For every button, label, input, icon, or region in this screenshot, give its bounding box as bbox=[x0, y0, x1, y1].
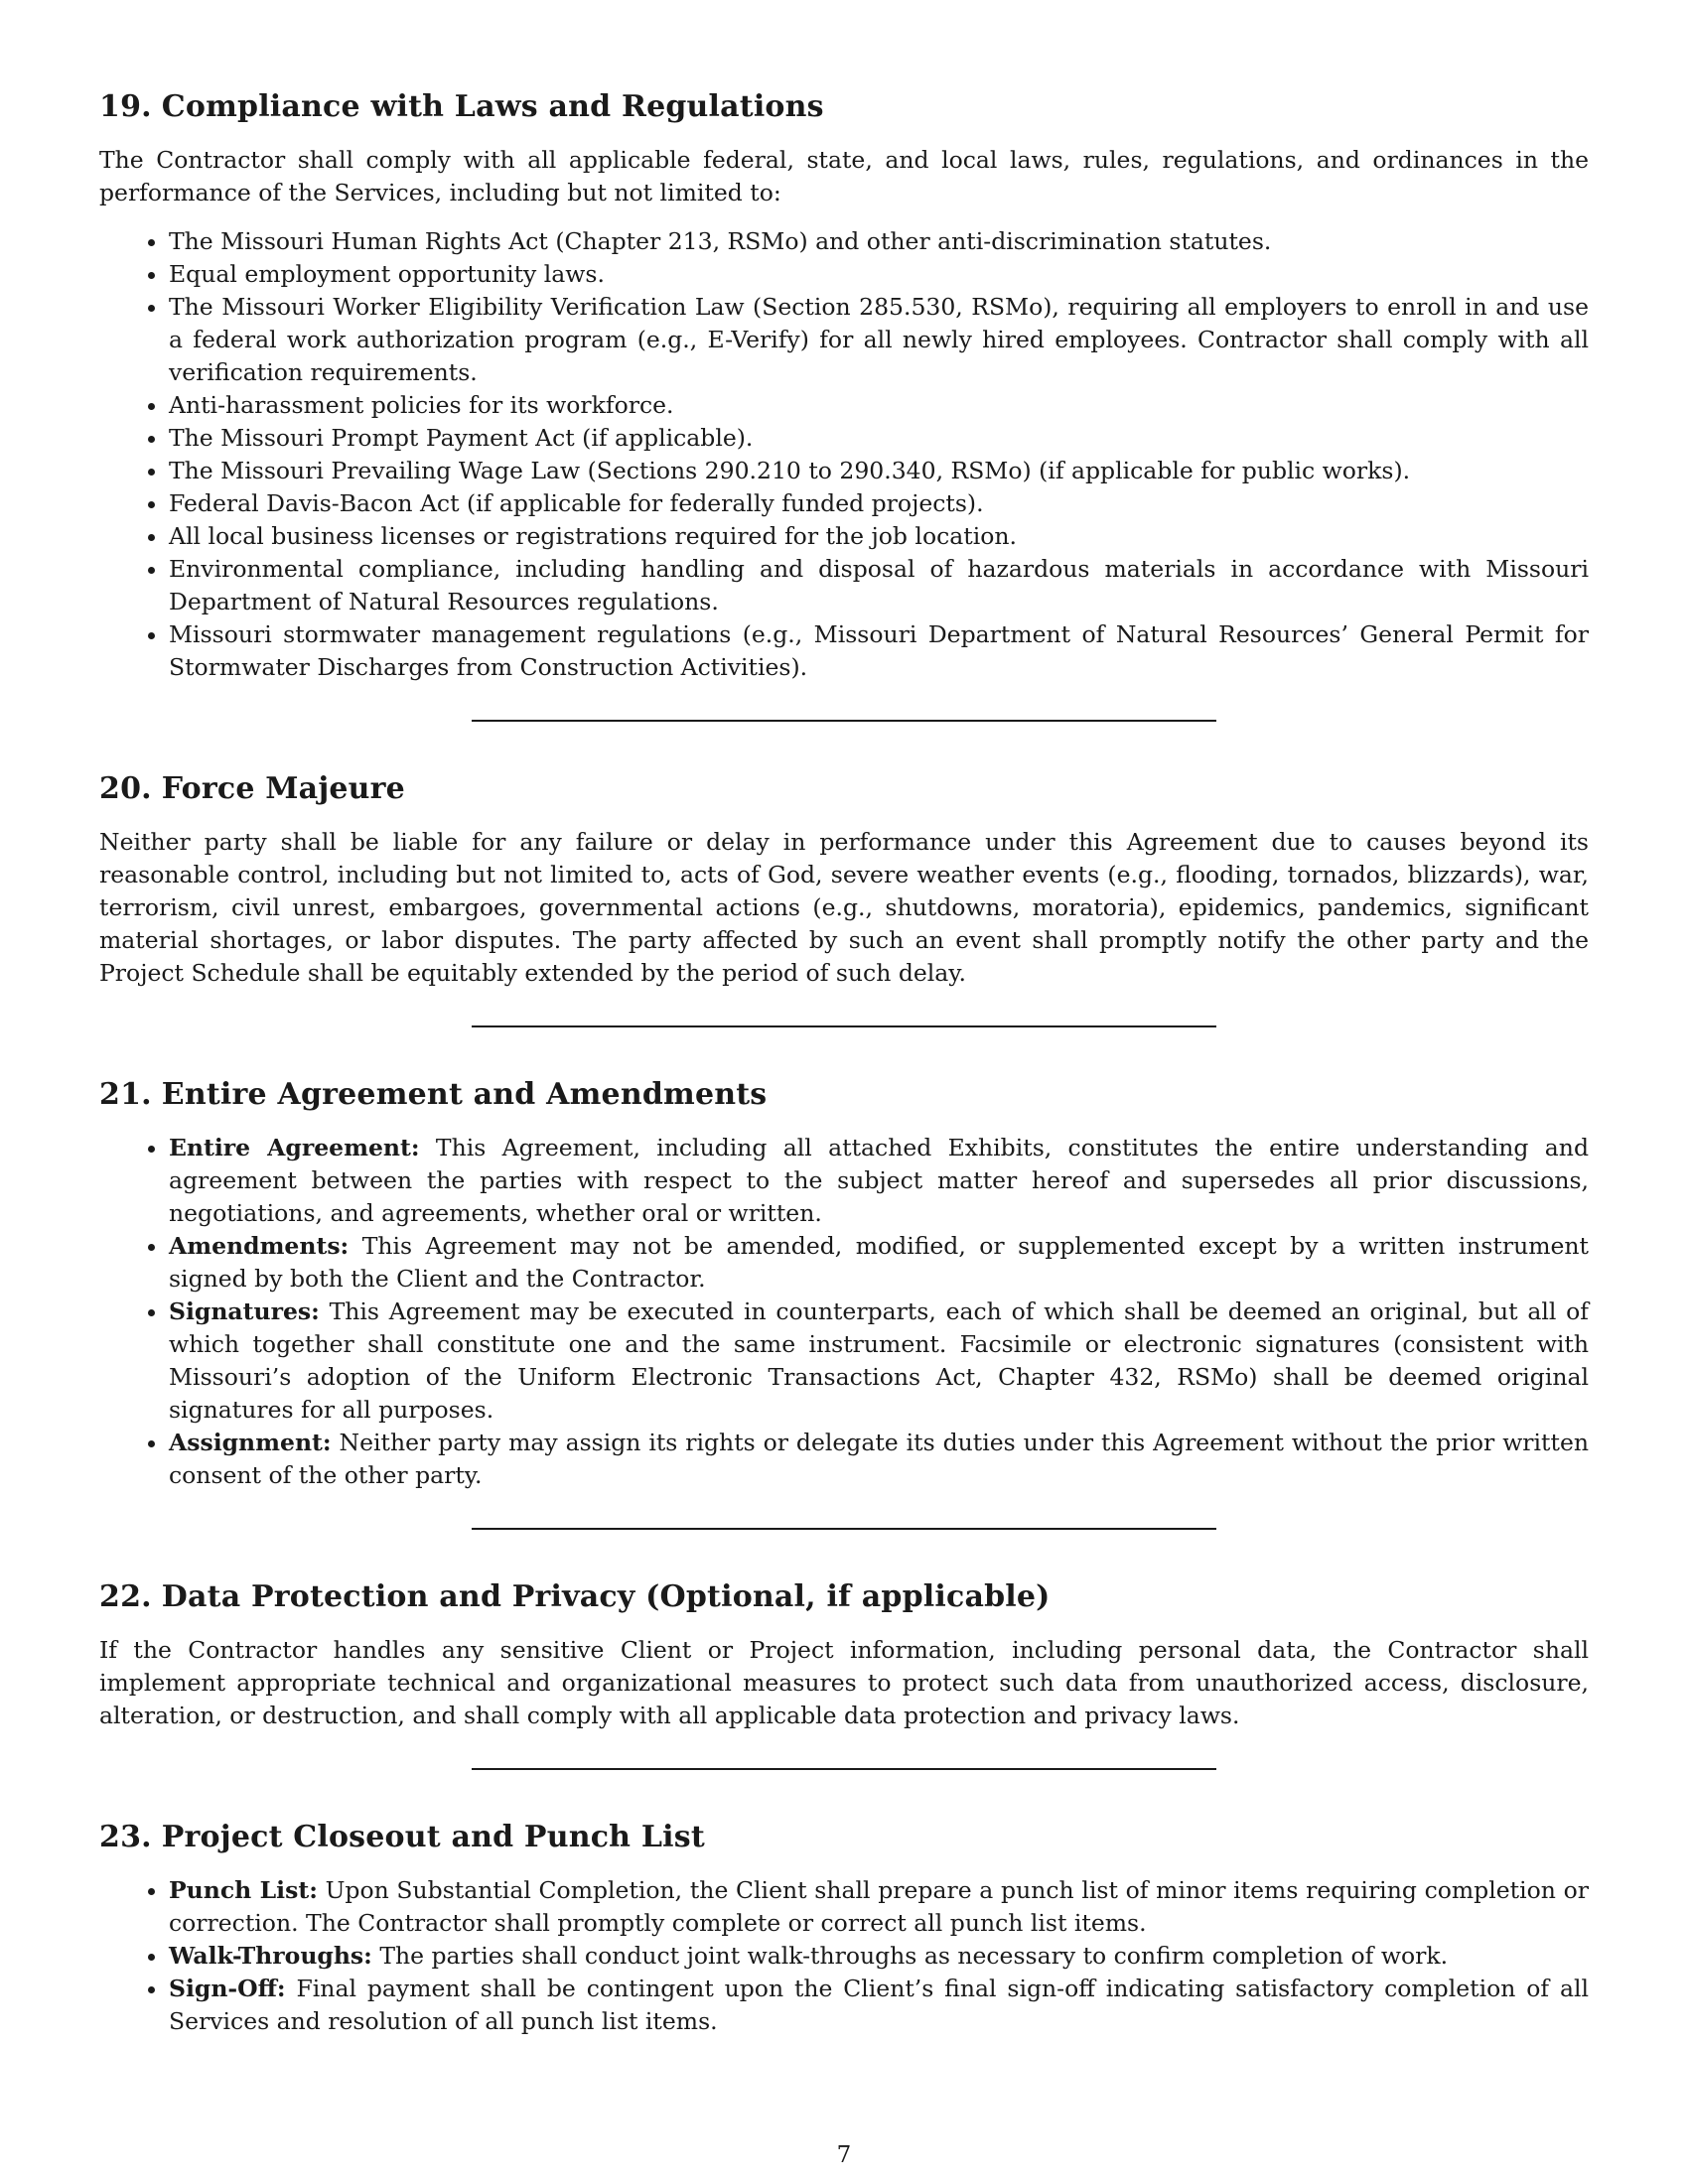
list-item: • Federal Davis-Bacon Act (if applicable for federally funded projects). bbox=[169, 487, 1589, 520]
list-item: • All local business licenses or registrations required for the job location. bbox=[169, 520, 1589, 553]
closeout-list bbox=[99, 1874, 1589, 2038]
item-text: Final payment shall be contingent upon the Client’s final sign-off indicating satisfactory completion of all Services and resolution of all punch list items. bbox=[169, 1975, 1589, 2035]
item-text: The parties shall conduct joint walk-throughs as necessary to confirm completion of work. bbox=[379, 1942, 1449, 1970]
section-heading bbox=[99, 1820, 1589, 1854]
section-divider bbox=[472, 1528, 1216, 1530]
section-title: Compliance with Laws and Regulations bbox=[161, 89, 824, 124]
item-lead: Punch List: bbox=[169, 1876, 318, 1904]
list-item: • The Missouri Worker Eligibility Verification Law (Section 285.530, RSMo), requiring all employers to enroll in and use a federal work authorization program (e.g., E-Verify) for all newly hired employees. Contractor shall comply with all verification requirements. bbox=[169, 291, 1589, 389]
agreement-list bbox=[99, 1132, 1589, 1492]
section-heading bbox=[99, 1579, 1589, 1614]
item-lead: Signatures: bbox=[169, 1297, 320, 1325]
list-item bbox=[169, 1296, 1589, 1427]
section-number: 21. bbox=[99, 1077, 152, 1112]
section-number: 20. bbox=[99, 771, 152, 806]
list-item bbox=[169, 1230, 1589, 1296]
item-lead: Assignment: bbox=[169, 1429, 332, 1456]
item-text: Upon Substantial Completion, the Client shall prepare a punch list of minor items requiring completion or correction. The Contractor shall promptly complete or correct all punch list items. bbox=[169, 1876, 1589, 1937]
section-20 bbox=[99, 771, 1589, 990]
list-item: • The Missouri Prevailing Wage Law (Sections 290.210 to 290.340, RSMo) (if applicable for public works). bbox=[169, 455, 1589, 487]
item-text: This Agreement may not be amended, modified, or supplemented except by a written instrument signed by both the Client and the Contractor. bbox=[169, 1232, 1589, 1293]
section-23 bbox=[99, 1820, 1589, 2038]
list-item: • Equal employment opportunity laws. bbox=[169, 258, 1589, 291]
compliance-list bbox=[99, 225, 1589, 684]
section-number: 19. bbox=[99, 89, 152, 124]
section-intro: The Contractor shall comply with all applicable federal, state, and local laws, rules, regulations, and ordinances in the performance of the Services, including but not limited to: bbox=[99, 146, 1589, 206]
item-lead: Sign-Off: bbox=[169, 1975, 286, 2002]
item-text: This Agreement may be executed in counterparts, each of which shall be deemed an original, but all of which together shall constitute one and the same instrument. Facsimile or electronic signatures (consistent with Missouri’s adoption of the Uniform Electronic Transactions Act, Chapter 432, RSMo) shall be deemed original signatures for all purposes. bbox=[169, 1297, 1589, 1424]
section-body: If the Contractor handles any sensitive Client or Project information, including personal data, the Contractor shall implement appropriate technical and organizational measures to protect such data from unauthorized access, disclosure, alteration, or destruction, and shall comply with all applicable data protection and privacy laws. bbox=[99, 1636, 1589, 1729]
section-divider bbox=[472, 1768, 1216, 1770]
section-heading bbox=[99, 89, 1589, 124]
section-number: 22. bbox=[99, 1579, 152, 1614]
list-item bbox=[169, 1427, 1589, 1492]
section-body: Neither party shall be liable for any failure or delay in performance under this Agreement due to causes beyond its reasonable control, including but not limited to, acts of God, severe weather events (e.g., flooding, tornados, blizzards), war, terrorism, civil unrest, embargoes, governmental actions (e.g., shutdowns, moratoria), epidemics, pandemics, significant material shortages, or labor disputes. The party affected by such an event shall promptly notify the other party and the Project Schedule shall be equitably extended by the period of such delay. bbox=[99, 828, 1589, 987]
item-lead: Walk-Throughs: bbox=[169, 1942, 372, 1970]
section-21 bbox=[99, 1077, 1589, 1492]
section-divider bbox=[472, 720, 1216, 722]
list-item bbox=[169, 1973, 1589, 2038]
list-item bbox=[169, 1874, 1589, 1940]
item-text: Neither party may assign its rights or delegate its duties under this Agreement without the prior written consent of the other party. bbox=[169, 1429, 1589, 1489]
section-number: 23. bbox=[99, 1820, 152, 1854]
section-19 bbox=[99, 89, 1589, 684]
section-title: Project Closeout and Punch List bbox=[161, 1820, 705, 1854]
section-divider bbox=[472, 1025, 1216, 1027]
section-title: Force Majeure bbox=[161, 771, 405, 806]
item-text: This Agreement, including all attached Exhibits, constitutes the entire understanding and agreement between the parties with respect to the subject matter hereof and supersedes all prior discussions, negotiations, and agreements, whether oral or written. bbox=[169, 1134, 1589, 1227]
section-heading bbox=[99, 771, 1589, 806]
list-item: • Environmental compliance, including handling and disposal of hazardous materials in accordance with Missouri Department of Natural Resources regulations. bbox=[169, 553, 1589, 618]
item-lead: Entire Agreement: bbox=[169, 1134, 420, 1161]
list-item: • The Missouri Human Rights Act (Chapter 213, RSMo) and other anti-discrimination statutes. bbox=[169, 225, 1589, 258]
item-lead: Amendments: bbox=[169, 1232, 350, 1260]
page-number: 7 bbox=[836, 2142, 852, 2168]
section-title: Entire Agreement and Amendments bbox=[161, 1077, 768, 1112]
section-heading bbox=[99, 1077, 1589, 1112]
list-item: • Missouri stormwater management regulations (e.g., Missouri Department of Natural Resources’ General Permit for Stormwater Discharges from Construction Activities). bbox=[169, 618, 1589, 684]
section-title: Data Protection and Privacy (Optional, if applicable) bbox=[161, 1579, 1051, 1614]
list-item: • The Missouri Prompt Payment Act (if applicable). bbox=[169, 422, 1589, 455]
list-item bbox=[169, 1940, 1589, 1973]
list-item bbox=[169, 1132, 1589, 1230]
section-22 bbox=[99, 1579, 1589, 1732]
list-item: • Anti-harassment policies for its workforce. bbox=[169, 389, 1589, 422]
document-page bbox=[99, 89, 1589, 2038]
